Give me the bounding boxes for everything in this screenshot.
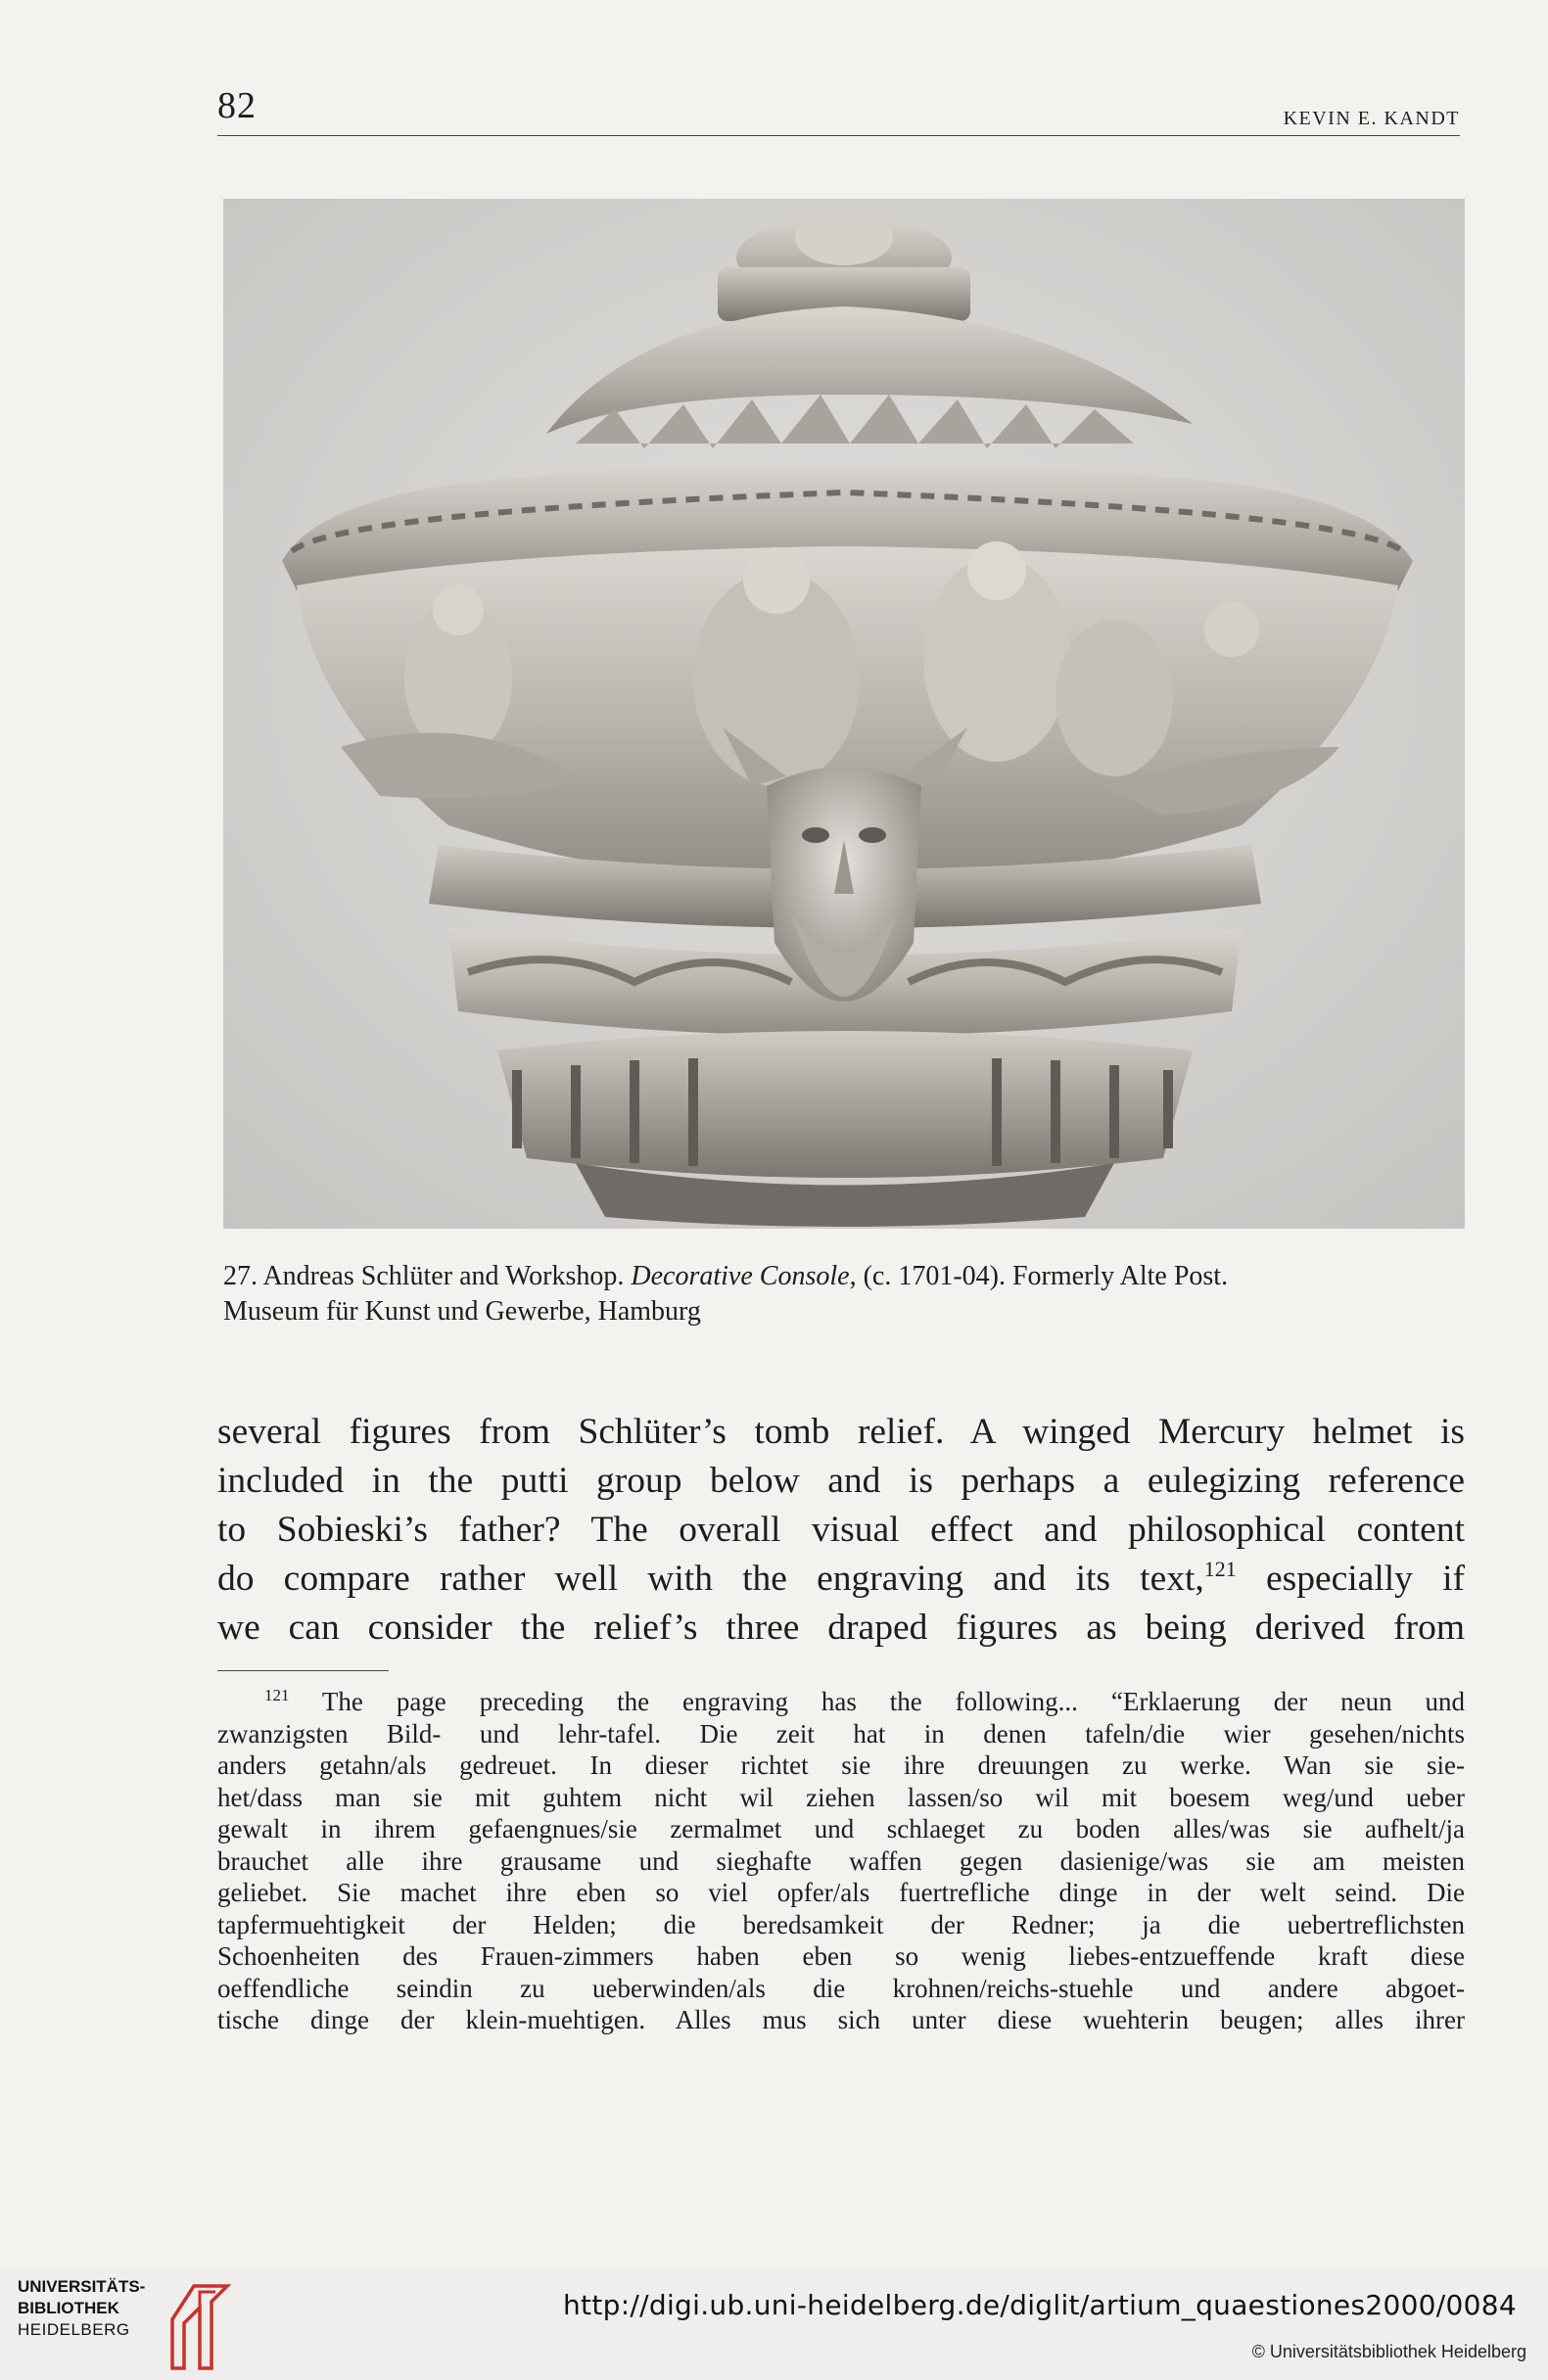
footnote-line: tische dinge der klein-muehtigen. Alles mus sich unter diese wuehterin beugen; alles ihrer (217, 2005, 1465, 2034)
running-head: KEVIN E. KANDT (1283, 108, 1460, 129)
caption-line-1 (223, 1259, 1465, 1294)
caption-title: Decorative Console (631, 1261, 850, 1291)
footnote-line: zwanzigsten Bild- und lehr-tafel. Die zeit hat in denen tafeln/die wier gesehen/nichts (217, 1718, 1465, 1749)
figure-caption (223, 1259, 1465, 1330)
decorative-console-photo (223, 199, 1465, 1229)
footnote-line: geliebet. Sie machet ihre eben so viel opfer/als fuertrefliche dinge in der welt seind. Die (217, 1878, 1465, 1907)
footnote-line: oeffendliche seindin zu ueberwinden/als die krohnen/reichs-stuehle und andere abgoet- (217, 1973, 1465, 2003)
library-logo-text (18, 2276, 145, 2341)
body-line: to Sobieski’s father? The overall visual effect and philosophical content (217, 1510, 1465, 1550)
caption-credit: 27. Andreas Schlüter and Workshop. (223, 1261, 632, 1291)
body-text-before-note: do compare rather well with the engraving and its text, (217, 1559, 1204, 1599)
footnote-line: anders getahn/als gedreuet. In dieser richtet sie ihre dreuungen zu werke. Wan sie sie- (217, 1750, 1465, 1780)
digital-copy-url[interactable]: http://digi.ub.uni-heidelberg.de/diglit/artium_quaestiones2000/0084 (563, 2289, 1517, 2321)
header-rule (217, 135, 1460, 136)
body-line: we can consider the relief’s three draped figures as being derived from (217, 1608, 1465, 1648)
body-line: several figures from Schlüter’s tomb relief. A winged Mercury helmet is (217, 1412, 1465, 1452)
body-paragraph (217, 1408, 1465, 1653)
caption-line-2: Museum für Kunst und Gewerbe, Hamburg (223, 1296, 701, 1327)
logo-line-1: UNIVERSITÄTS- (18, 2277, 146, 2296)
footnote (217, 1686, 1465, 2036)
logo-line-2: BIBLIOTHEK (18, 2299, 119, 2317)
footnote-line: gewalt in ihrem gefaengnues/sie zermalmet und schlaeget zu boden alles/was sie aufhelt/ja (217, 1814, 1465, 1843)
body-text-after-note: especially if (1236, 1559, 1465, 1599)
logo-line-3: HEIDELBERG (18, 2320, 130, 2339)
footnote-line: brauchet alle ihre grausame und sieghafte waffen gegen dasienige/was sie am meisten (217, 1845, 1465, 1876)
body-line: included in the putti group below and is perhaps a eulegizing reference (217, 1461, 1465, 1501)
footnote-line: het/dass man sie mit guhtem nicht wil ziehen lassen/so wil mit boesem weg/und ueber (217, 1782, 1465, 1812)
body-line (217, 1555, 1465, 1604)
footnote-line: tapfermuehtigkeit der Helden; die beredsamkeit der Redner; ja die uebertreflichsten (217, 1909, 1465, 1939)
page-number: 82 (217, 85, 257, 126)
footnote-marker: 121 (264, 1686, 290, 1704)
caption-date: , (c. 1701-04). Formerly Alte Post. (849, 1261, 1229, 1291)
footnote-line: Schoenheiten des Frauen-zimmers haben eben so wenig liebes-entzueffende kraft diese (217, 1941, 1465, 1971)
library-emblem-icon (155, 2280, 233, 2374)
footnote-first-text: The page preceding the engraving has the following... “Erklaerung der neun und (289, 1687, 1465, 1716)
footnote-rule (217, 1670, 389, 1671)
footnote-line (217, 1686, 1465, 1718)
footnote-reference: 121 (1203, 1557, 1237, 1581)
console-illustration (223, 199, 1465, 1229)
copyright-notice: © Universitätsbibliothek Heidelberg (1251, 2342, 1526, 2361)
library-logo[interactable] (18, 2276, 233, 2374)
